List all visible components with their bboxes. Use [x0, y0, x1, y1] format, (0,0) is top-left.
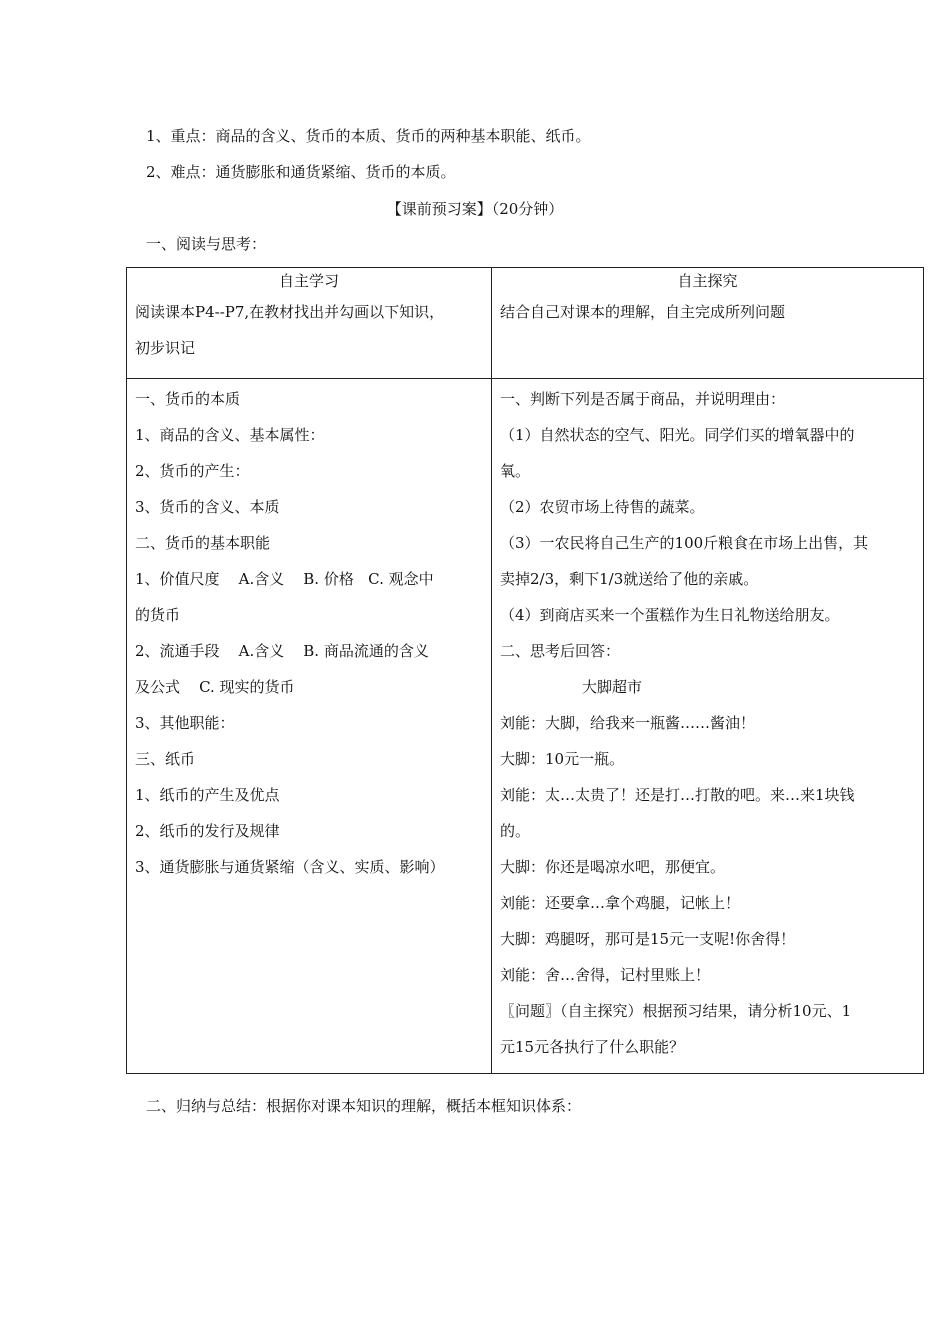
outline-item: 1、纸币的产生及优点	[135, 786, 280, 804]
question-item: 卖掉2/3，剩下1/3就送给了他的亲戚。	[500, 570, 759, 588]
dialogue-line: 大脚：你还是喝凉水吧，那便宜。	[500, 858, 726, 876]
dialogue-line: 刘能：太…太贵了！还是打…打散的吧。来…来1块钱	[500, 786, 855, 804]
difficulty-line: 2、难点：通货膨胀和通货紧缩、货币的本质。	[146, 163, 456, 181]
question-item: 氧。	[500, 462, 531, 480]
outline-item: 三、纸币	[135, 750, 196, 768]
question-prompt-line: 〖问题〗（自主探究）根据预习结果，请分析10元、1	[500, 1002, 852, 1020]
outline-item: 2、纸币的发行及规律	[135, 822, 280, 840]
table-header-row	[127, 268, 924, 379]
left-intro-line: 初步识记	[135, 339, 196, 357]
key-point-line: 1、重点：商品的含义、货币的本质、货币的两种基本职能、纸币。	[146, 127, 591, 145]
self-explore-header: 自主探究	[677, 272, 738, 290]
study-table	[126, 267, 924, 1074]
self-explore-cell	[492, 268, 924, 379]
question-item: 一、判断下列是否属于商品，并说明理由：	[500, 390, 786, 408]
dialogue-line: 刘能：舍…舍得，记村里账上！	[500, 966, 711, 984]
dialogue-line: 刘能：大脚，给我来一瓶酱……酱油！	[500, 714, 756, 732]
question-item: 二、思考后回答：	[500, 642, 621, 660]
outline-item: 3、货币的含义、本质	[135, 498, 280, 516]
left-intro-line: 阅读课本P4--P7,在教材找出并勾画以下知识，	[135, 303, 445, 321]
outline-item: 一、货币的本质	[135, 390, 241, 408]
dialogue-title: 大脚超市	[582, 678, 643, 696]
knowledge-outline-cell	[127, 379, 492, 1074]
part-one-title: 一、阅读与思考：	[146, 235, 267, 253]
outline-item: 2、流通手段 A.含义 B. 商品流通的含义	[135, 642, 429, 660]
question-item: （3）一农民将自己生产的100斤粮食在市场上出售，其	[500, 534, 869, 552]
outline-item: 1、价值尺度 A.含义 B. 价格 C. 观念中	[135, 570, 434, 588]
dialogue-line: 刘能：还要拿…拿个鸡腿，记帐上！	[500, 894, 741, 912]
self-study-header: 自主学习	[278, 272, 339, 290]
outline-item: 及公式 C. 现实的货币	[135, 678, 295, 696]
table-body-row	[127, 379, 924, 1074]
questions-cell	[492, 379, 924, 1074]
question-item: （1）自然状态的空气、阳光。同学们买的增氧器中的	[500, 426, 855, 444]
outline-item: 2、货币的产生：	[135, 462, 250, 480]
right-intro-line: 结合自己对课本的理解，自主完成所列问题	[500, 303, 786, 321]
question-item: （2）农贸市场上待售的蔬菜。	[500, 498, 705, 516]
section-title: 【课前预习案】（20分钟）	[386, 200, 564, 218]
dialogue-line: 的。	[500, 822, 531, 840]
outline-item: 1、商品的含义、基本属性：	[135, 426, 325, 444]
outline-item: 3、其他职能：	[135, 714, 235, 732]
question-item: （4）到商店买来一个蛋糕作为生日礼物送给朋友。	[500, 606, 840, 624]
question-prompt-line: 元15元各执行了什么职能？	[500, 1038, 685, 1056]
dialogue-line: 大脚：10元一瓶。	[500, 750, 625, 768]
outline-item: 3、通货膨胀与通货紧缩（含义、实质、影响）	[135, 858, 445, 876]
outline-item: 的货币	[135, 606, 181, 624]
dialogue-line: 大脚：鸡腿呀，那可是15元一支呢!你舍得！	[500, 930, 796, 948]
outline-item: 二、货币的基本职能	[135, 534, 271, 552]
self-study-cell	[127, 268, 492, 379]
part-two-title: 二、归纳与总结：根据你对课本知识的理解，概括本框知识体系：	[146, 1097, 582, 1115]
